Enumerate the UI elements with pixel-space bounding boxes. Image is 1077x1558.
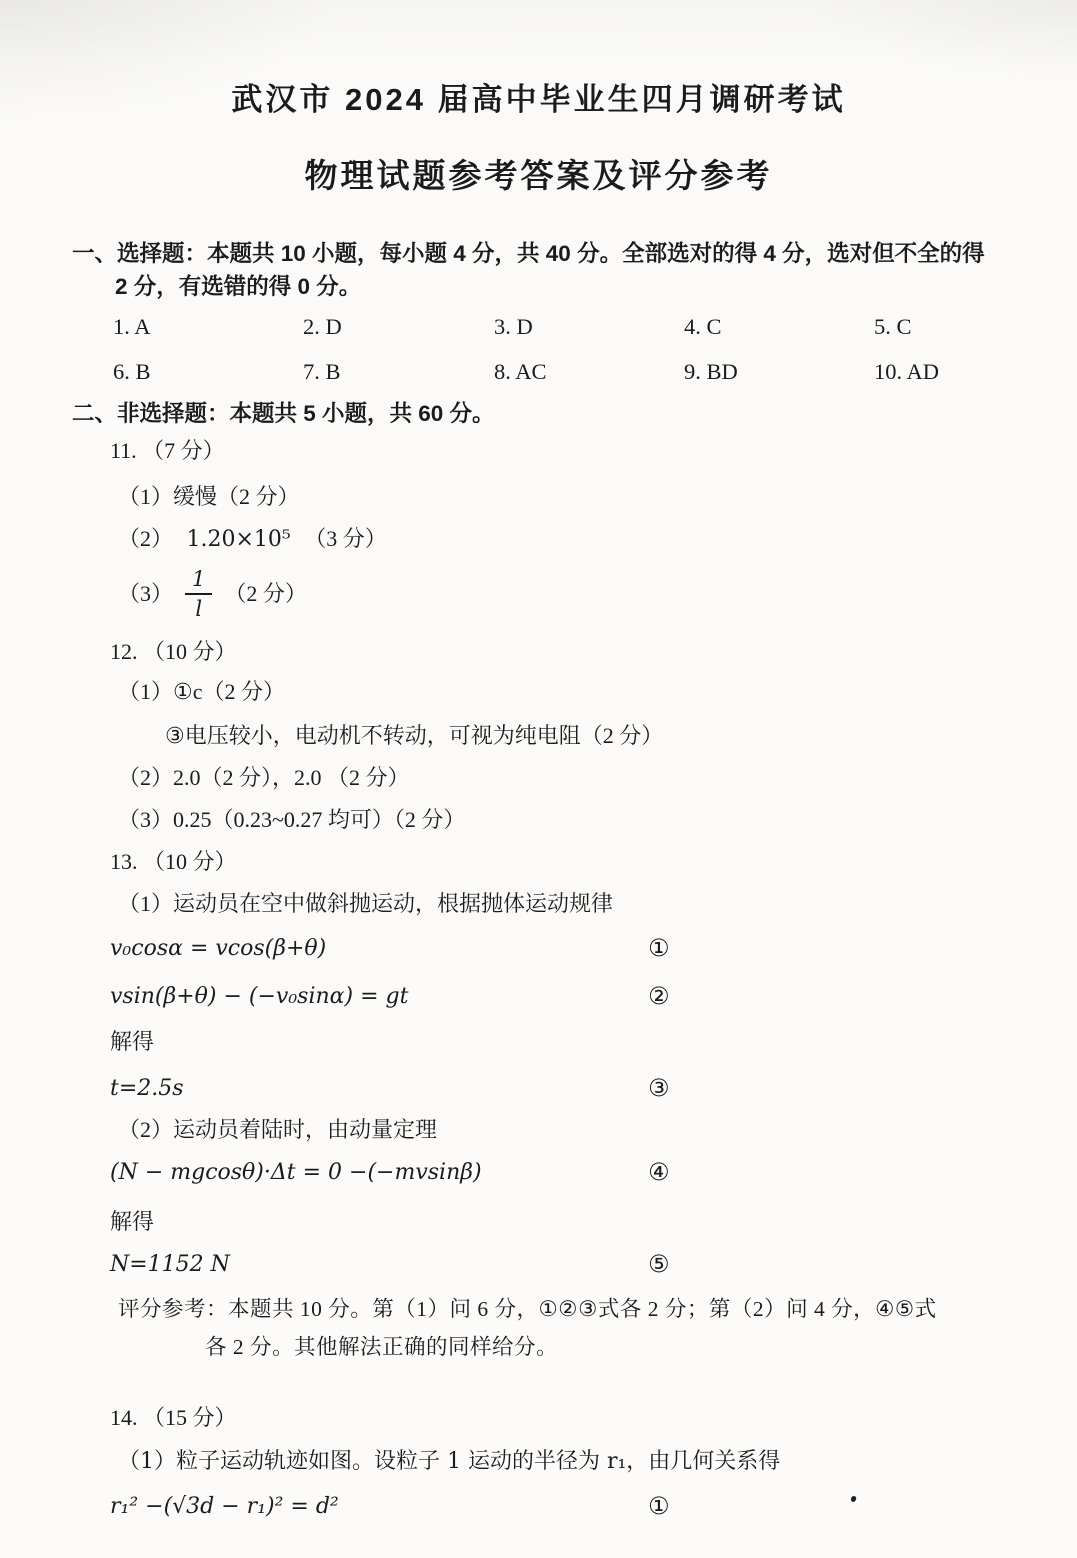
q13-solve-2: 解得 — [110, 1209, 155, 1234]
q12-item2: （2）2.0（2 分），2.0 （2 分） — [118, 765, 410, 790]
q12-heading: 12. （10 分） — [110, 639, 237, 664]
answer-item-10: 10. AD — [874, 359, 940, 384]
answer-item-2: 2. D — [303, 314, 342, 339]
q12-item1: （1）①c（2 分） — [118, 679, 285, 704]
equation-formula: r₁² −(√3d − r₁)² = d² — [110, 1494, 339, 1519]
q13-equation-4 — [110, 1158, 1077, 1188]
q11-item2-score: （3 分） — [304, 526, 387, 551]
q13-scoring-line2: 各 2 分。其他解法正确的同样给分。 — [205, 1335, 559, 1359]
q11-item2-value: 1.20×10⁵ — [186, 527, 291, 552]
q12-item3: （3）0.25（0.23~0.27 均可）（2 分） — [118, 807, 466, 832]
answer-item-8: 8. AC — [494, 359, 547, 384]
equation-formula: (N − mgcosθ)·Δt = 0 −(−mvsinβ) — [110, 1160, 482, 1185]
q14-heading: 14. （15 分） — [110, 1405, 237, 1430]
fraction-numerator: 1 — [185, 567, 212, 595]
answer-item-1: 1. A — [113, 314, 151, 339]
section2-heading: 二、非选择题：本题共 5 小题，共 60 分。 — [72, 401, 495, 426]
q13-equation-3 — [110, 1074, 1077, 1104]
section1-heading-line2: 2 分，有选错的得 0 分。 — [115, 274, 362, 299]
page-title: 武汉市 2024 届高中毕业生四月调研考试 — [231, 82, 846, 117]
section1-heading-line1: 一、选择题：本题共 10 小题，每小题 4 分，共 40 分。全部选对的得 4 分，选对但不全的得 — [72, 241, 985, 266]
answer-item-3: 3. D — [494, 314, 533, 339]
q11-heading: 11. （7 分） — [110, 438, 225, 463]
fraction-denominator: l — [195, 597, 203, 621]
q13-scoring-line1 — [118, 1294, 1077, 1324]
circled-number-1: ① — [648, 934, 670, 962]
q13-item2: （2）运动员着陆时，由动量定理 — [118, 1117, 438, 1142]
page-subtitle: 物理试题参考答案及评分参考 — [304, 157, 773, 194]
equation-formula: vsin(β+θ) − (−v₀sinα) = gt — [110, 984, 409, 1009]
q13-solve-1: 解得 — [110, 1029, 155, 1054]
answer-item-6: 6. B — [113, 359, 151, 384]
q11-item1: （1）缓慢（2 分） — [118, 484, 300, 509]
q13-heading: 13. （10 分） — [110, 849, 237, 874]
circled-number-4: ④ — [648, 1158, 670, 1186]
q14-item1: （1）粒子运动轨迹如图。设粒子 1 运动的半径为 r₁，由几何关系得 — [118, 1449, 781, 1474]
q13-equation-2 — [110, 982, 1077, 1012]
scoring-text: 本题共 10 分。第（1）问 6 分，①②③式各 2 分；第（2）问 4 分，④⑤式 — [228, 1297, 937, 1321]
fraction-1-over-l — [185, 567, 212, 621]
q11-item3-score: （2 分） — [224, 581, 307, 606]
answer-item-4: 4. C — [684, 314, 722, 339]
answer-item-5: 5. C — [874, 314, 912, 339]
circled-number-2: ② — [648, 982, 670, 1010]
equation-formula: v₀cosα = vcos(β+θ) — [110, 936, 327, 961]
circled-number-5: ⑤ — [648, 1250, 670, 1278]
answer-item-9: 9. BD — [684, 359, 738, 384]
answers-row-2 — [113, 357, 1017, 386]
circled-number-1: ① — [648, 1492, 670, 1520]
q12-item1b: ③电压较小，电动机不转动，可视为纯电阻（2 分） — [165, 723, 664, 748]
q13-item1: （1）运动员在空中做斜抛运动，根据抛体运动规律 — [118, 891, 614, 916]
q14-equation-1 — [110, 1492, 1077, 1522]
q11-item3-label: （3） — [118, 581, 174, 606]
q11-item2 — [118, 525, 1077, 554]
q11-item2-label: （2） — [118, 526, 174, 551]
q11-item3 — [118, 562, 1077, 626]
scoring-label: 评分参考： — [118, 1297, 229, 1321]
q13-equation-1 — [110, 934, 1077, 964]
answer-item-7: 7. B — [303, 359, 341, 384]
circled-number-3: ③ — [648, 1074, 670, 1102]
q13-equation-5 — [110, 1250, 1077, 1280]
equation-formula: t=2.5s — [110, 1076, 184, 1101]
answers-row-1 — [113, 312, 1017, 341]
equation-formula: N=1152 N — [110, 1252, 230, 1277]
